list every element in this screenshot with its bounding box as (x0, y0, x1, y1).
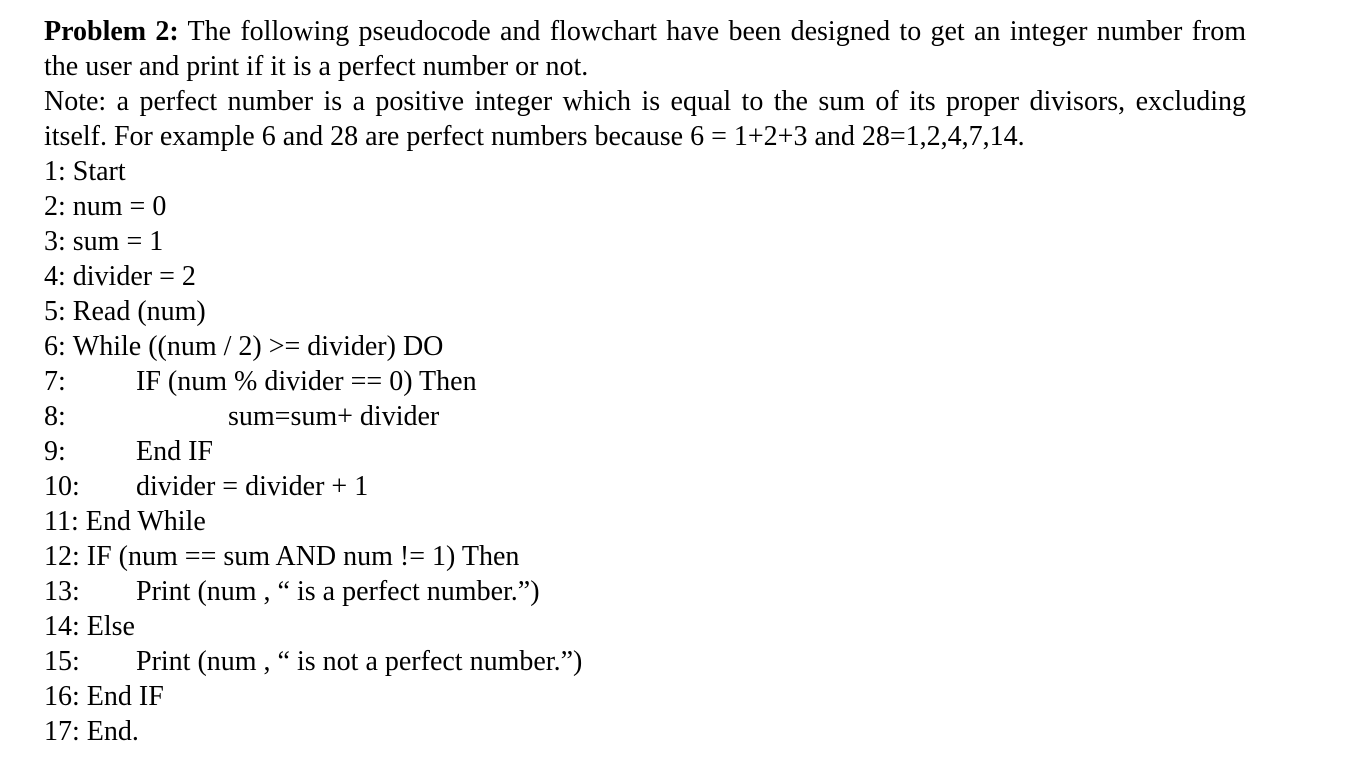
line-number: 6: (44, 331, 66, 362)
pseudocode-line (44, 259, 1246, 294)
pseudocode-line (44, 294, 1246, 329)
line-code: End. (86, 716, 139, 747)
line-number: 13: (44, 576, 80, 607)
line-number: 16: (44, 681, 80, 712)
pseudocode-line (44, 539, 1246, 574)
pseudocode-line (44, 329, 1246, 364)
line-number: 9: (44, 436, 66, 467)
line-number: 5: (44, 296, 66, 327)
problem-statement (44, 14, 1246, 84)
line-number: 11: (44, 506, 79, 537)
line-number: 7: (44, 366, 66, 397)
line-code: IF (num == sum AND num != 1) Then (86, 541, 520, 572)
line-code: divider = 2 (72, 261, 196, 292)
note-paragraph: Note: a perfect number is a positive integer which is equal to the sum of its proper divisors, excluding itself. For example 6 and 28 are perfect numbers because 6 = 1+2+3 and 28=1,2,4,7,14. (44, 86, 1246, 152)
pseudocode-line (44, 469, 1246, 504)
pseudocode-line (44, 504, 1246, 539)
pseudocode-line (44, 574, 1246, 609)
line-code: num = 0 (72, 191, 167, 222)
line-code: sum=sum+ divider (228, 401, 440, 432)
pseudocode-line (44, 154, 1246, 189)
pseudocode-line (44, 609, 1246, 644)
pseudocode-line (44, 434, 1246, 469)
pseudocode-line (44, 644, 1246, 679)
document (44, 14, 1246, 749)
pseudocode-line (44, 679, 1246, 714)
line-code: Print (num , “ is a perfect number.”) (136, 576, 540, 607)
line-number: 10: (44, 471, 80, 502)
line-number: 14: (44, 611, 80, 642)
line-code: End IF (86, 681, 164, 712)
line-number: 2: (44, 191, 66, 222)
line-code: Else (86, 611, 135, 642)
line-number: 15: (44, 646, 80, 677)
pseudocode-line (44, 714, 1246, 749)
line-code: Print (num , “ is not a perfect number.”) (136, 646, 583, 677)
line-code: Read (num) (72, 296, 206, 327)
pseudocode-line (44, 224, 1246, 259)
pseudocode-line (44, 399, 1246, 434)
line-code: End IF (136, 436, 213, 467)
line-number: 1: (44, 156, 66, 187)
line-code: IF (num % divider == 0) Then (136, 366, 477, 397)
line-number: 4: (44, 261, 66, 292)
line-code: End While (85, 506, 206, 537)
line-number: 12: (44, 541, 80, 572)
pseudocode-line (44, 364, 1246, 399)
pseudocode-listing (44, 154, 1246, 749)
pseudocode-line (44, 189, 1246, 224)
line-number: 17: (44, 716, 80, 747)
line-number: 8: (44, 401, 66, 432)
line-code: divider = divider + 1 (136, 471, 369, 502)
problem-label: Problem 2: (44, 16, 179, 47)
line-code: Start (72, 156, 126, 187)
line-code: sum = 1 (72, 226, 164, 257)
line-code: While ((num / 2) >= divider) DO (72, 331, 444, 362)
line-number: 3: (44, 226, 66, 257)
problem-text: The following pseudocode and flowchart have been designed to get an integer number from the user and print if it is a perfect number or not. (44, 16, 1247, 82)
